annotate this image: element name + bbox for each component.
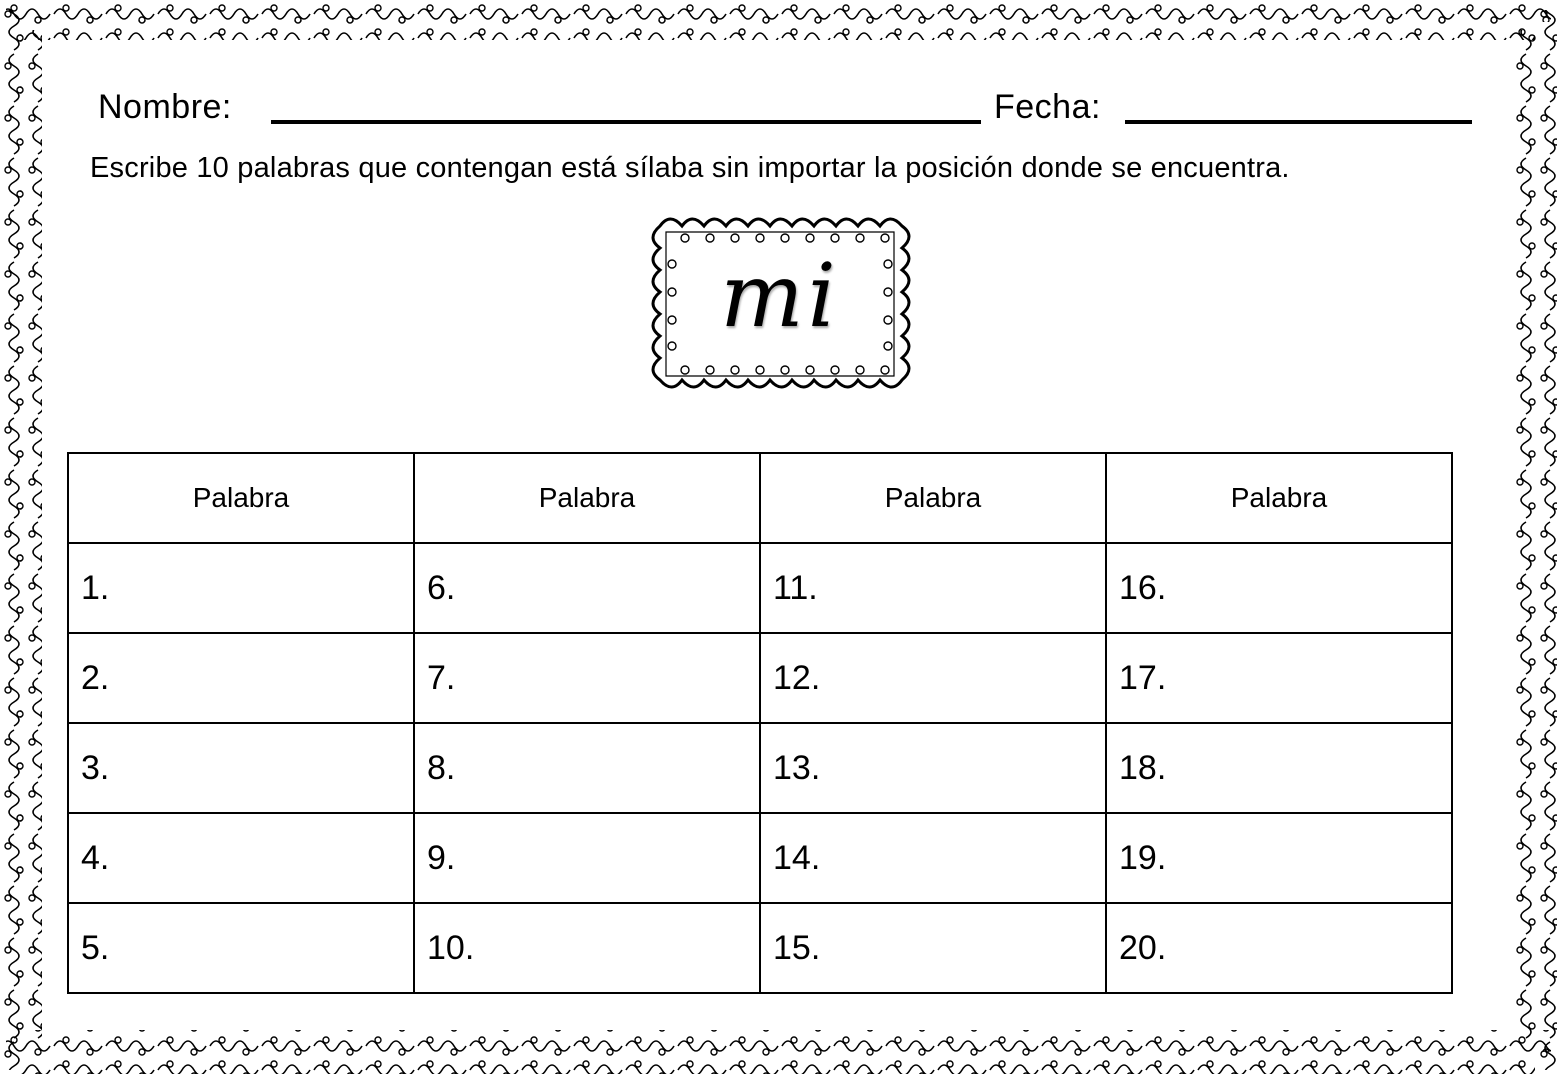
word-cell[interactable]: 14.: [760, 813, 1106, 903]
table-row: [68, 633, 1452, 723]
word-cell[interactable]: 2.: [68, 633, 414, 723]
syllable-frame: [640, 206, 920, 402]
table-header-row: [68, 453, 1452, 543]
word-cell[interactable]: 20.: [1106, 903, 1452, 993]
word-cell[interactable]: 5.: [68, 903, 414, 993]
word-cell[interactable]: 6.: [414, 543, 760, 633]
table-row: [68, 723, 1452, 813]
word-cell[interactable]: 10.: [414, 903, 760, 993]
column-header: Palabra: [1106, 453, 1452, 543]
word-cell[interactable]: 13.: [760, 723, 1106, 813]
fecha-label: Fecha:: [994, 88, 1101, 126]
word-cell[interactable]: 11.: [760, 543, 1106, 633]
word-cell[interactable]: 12.: [760, 633, 1106, 723]
word-cell[interactable]: 19.: [1106, 813, 1452, 903]
nombre-write-line[interactable]: [271, 120, 981, 124]
column-header: Palabra: [414, 453, 760, 543]
name-date-row: [98, 88, 1478, 132]
word-cell[interactable]: 16.: [1106, 543, 1452, 633]
word-cell[interactable]: 9.: [414, 813, 760, 903]
column-header: Palabra: [760, 453, 1106, 543]
word-cell[interactable]: 18.: [1106, 723, 1452, 813]
nombre-label: Nombre:: [98, 88, 232, 126]
syllable-text: mi: [720, 244, 840, 347]
table-row: [68, 813, 1452, 903]
fecha-write-line[interactable]: [1125, 120, 1472, 124]
word-cell[interactable]: 7.: [414, 633, 760, 723]
word-cell[interactable]: 15.: [760, 903, 1106, 993]
column-header: Palabra: [68, 453, 414, 543]
word-cell[interactable]: 8.: [414, 723, 760, 813]
word-cell[interactable]: 17.: [1106, 633, 1452, 723]
word-cell[interactable]: 3.: [68, 723, 414, 813]
word-cell[interactable]: 1.: [68, 543, 414, 633]
table-row: [68, 903, 1452, 993]
word-table: [67, 452, 1453, 994]
word-cell[interactable]: 4.: [68, 813, 414, 903]
table-row: [68, 543, 1452, 633]
instruction-text: Escribe 10 palabras que contengan está sílaba sin importar la posición donde se encuentra.: [90, 152, 1290, 184]
